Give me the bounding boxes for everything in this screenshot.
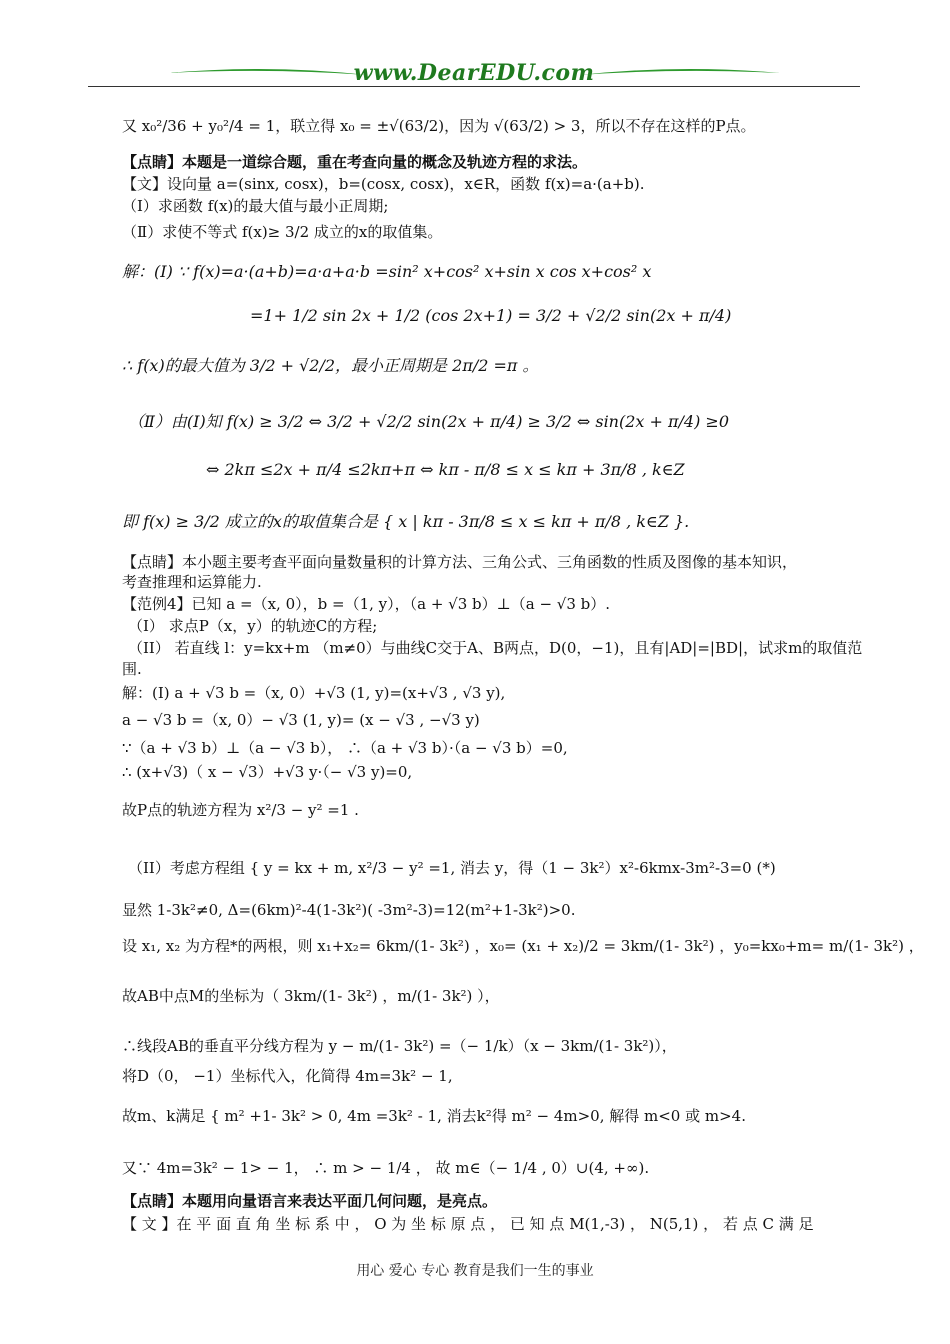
line-9: （Ⅱ）由(Ⅰ)知 f(x) ≥ 3/2 ⇔ 3/2 + √2/2 sin(2x + π/4) ≥ 3/2 ⇔ sin(2x + π/4) ≥0 — [128, 412, 730, 431]
line-29: 故m、k满足 { m² +1- 3k² > 0, 4m =3k² - 1, 消去k²得 m² − 4m>0, 解得 m<0 或 m>4. — [122, 1107, 746, 1125]
page-header — [88, 60, 860, 94]
line-32: 【 文 】在 平 面 直 角 坐 标 系 中 ， O 为 坐 标 原 点 ， 已 知 点 M(1,-3) ， N(5,1) ， 若 点 C 满 足 — [122, 1215, 814, 1233]
line-1: 又 x₀²/36 + y₀²/4 = 1，联立得 x₀ = ±√(63/2)，因为 √(63/2) > 3，所以不存在这样的P点。 — [122, 117, 756, 135]
line-6: 解：(Ⅰ) ∵ f(x)=a·(a+b)=a·a+a·b =sin² x+cos² x+sin x cos x+cos² x — [122, 262, 652, 281]
page-footer: 用心 爱心 专心 教育是我们一生的事业 — [356, 1263, 594, 1279]
line-18: 解：(I) a + √3 b =（x, 0）+√3 (1, y)=(x+√3 , √3 y), — [122, 684, 506, 702]
right-swoosh-decoration — [580, 66, 780, 80]
line-8: ∴ f(x)的最大值为 3/2 + √2/2，最小正周期是 2π/2 =π 。 — [122, 356, 539, 375]
line-13: 考查推理和运算能力. — [122, 573, 262, 591]
line-7: =1+ 1/2 sin 2x + 1/2 (cos 2x+1) = 3/2 + √2/2 sin(2x + π/4) — [250, 306, 732, 325]
line-23: （II）考虑方程组 { y = kx + m, x²/3 − y² =1, 消去 y，得（1 − 3k²）x²-6kmx-3m²-3=0 (*) — [128, 859, 776, 877]
header-rule — [88, 86, 860, 87]
line-25: 设 x₁, x₂ 为方程*的两根，则 x₁+x₂= 6km/(1- 3k²) ，x₀= (x₁ + x₂)/2 = 3km/(1- 3k²) ，y₀=kx₀+m= m/(1- 3k²) ， — [122, 937, 924, 955]
line-27: ∴线段AB的垂直平分线方程为 y − m/(1- 3k²) =（− 1/k）（x − 3km/(1- 3k²)）， — [122, 1037, 677, 1055]
line-24: 显然 1-3k²≠0, Δ=(6km)²-4(1-3k²)( -3m²-3)=12(m²+1-3k²)>0. — [122, 901, 576, 919]
line-31: 【点睛】本题用向量语言来表达平面几何问题，是亮点。 — [122, 1192, 498, 1210]
line-28: 将D（0， −1）坐标代入，化简得 4m=3k² − 1, — [122, 1067, 453, 1085]
line-12: 【点睛】本小题主要考查平面向量数量积的计算方法、三角公式、三角函数的性质及图像的基本知识， — [122, 553, 798, 571]
line-3: 【文】设向量 a=(sinx, cosx)，b=(cosx, cosx)，x∈R，函数 f(x)=a·(a+b). — [122, 175, 645, 193]
line-14: 【范例4】已知 a =（x, 0），b =（1, y），（a + √3 b）⊥（a − √3 b）. — [122, 595, 611, 613]
line-30: 又∵ 4m=3k² − 1> − 1， ∴ m > − 1/4 ， 故 m∈（− 1/4 , 0）∪(4, +∞). — [122, 1159, 650, 1177]
line-10: ⇔ 2kπ ≤2x + π/4 ≤2kπ+π ⇔ kπ - π/8 ≤ x ≤ kπ + 3π/8 , k∈Z — [206, 460, 685, 479]
line-4: （Ⅰ）求函数 f(x)的最大值与最小正周期; — [122, 197, 389, 215]
line-17: 围. — [122, 660, 142, 678]
line-19: a − √3 b =（x, 0）− √3 (1, y)= (x − √3 , −√3 y) — [122, 711, 480, 729]
line-2: 【点睛】本题是一道综合题，重在考查向量的概念及轨迹方程的求法。 — [122, 153, 588, 171]
line-5: （Ⅱ）求使不等式 f(x)≥ 3/2 成立的x的取值集。 — [122, 223, 443, 241]
line-22: 故P点的轨迹方程为 x²/3 − y² =1 . — [122, 801, 359, 819]
line-16: （II） 若直线 l：y=kx+m （m≠0）与曲线C交于A、B两点，D(0，−1)，且有|AD|=|BD|，试求m的取值范 — [128, 639, 863, 657]
site-logo: www.DearEDU.com — [353, 60, 595, 86]
line-21: ∴ (x+√3)（ x − √3）+√3 y·（− √3 y)=0, — [122, 763, 413, 781]
line-20: ∵（a + √3 b）⊥（a − √3 b）， ∴（a + √3 b）·（a − √3 b）=0, — [122, 739, 568, 757]
line-15: （I） 求点P（x，y）的轨迹C的方程; — [128, 617, 378, 635]
line-11: 即 f(x) ≥ 3/2 成立的x的取值集合是 { x | kπ - 3π/8 ≤ x ≤ kπ + π/8 , k∈Z }. — [122, 512, 690, 531]
line-26: 故AB中点M的坐标为（ 3km/(1- 3k²) ，m/(1- 3k²) ）， — [122, 987, 500, 1005]
